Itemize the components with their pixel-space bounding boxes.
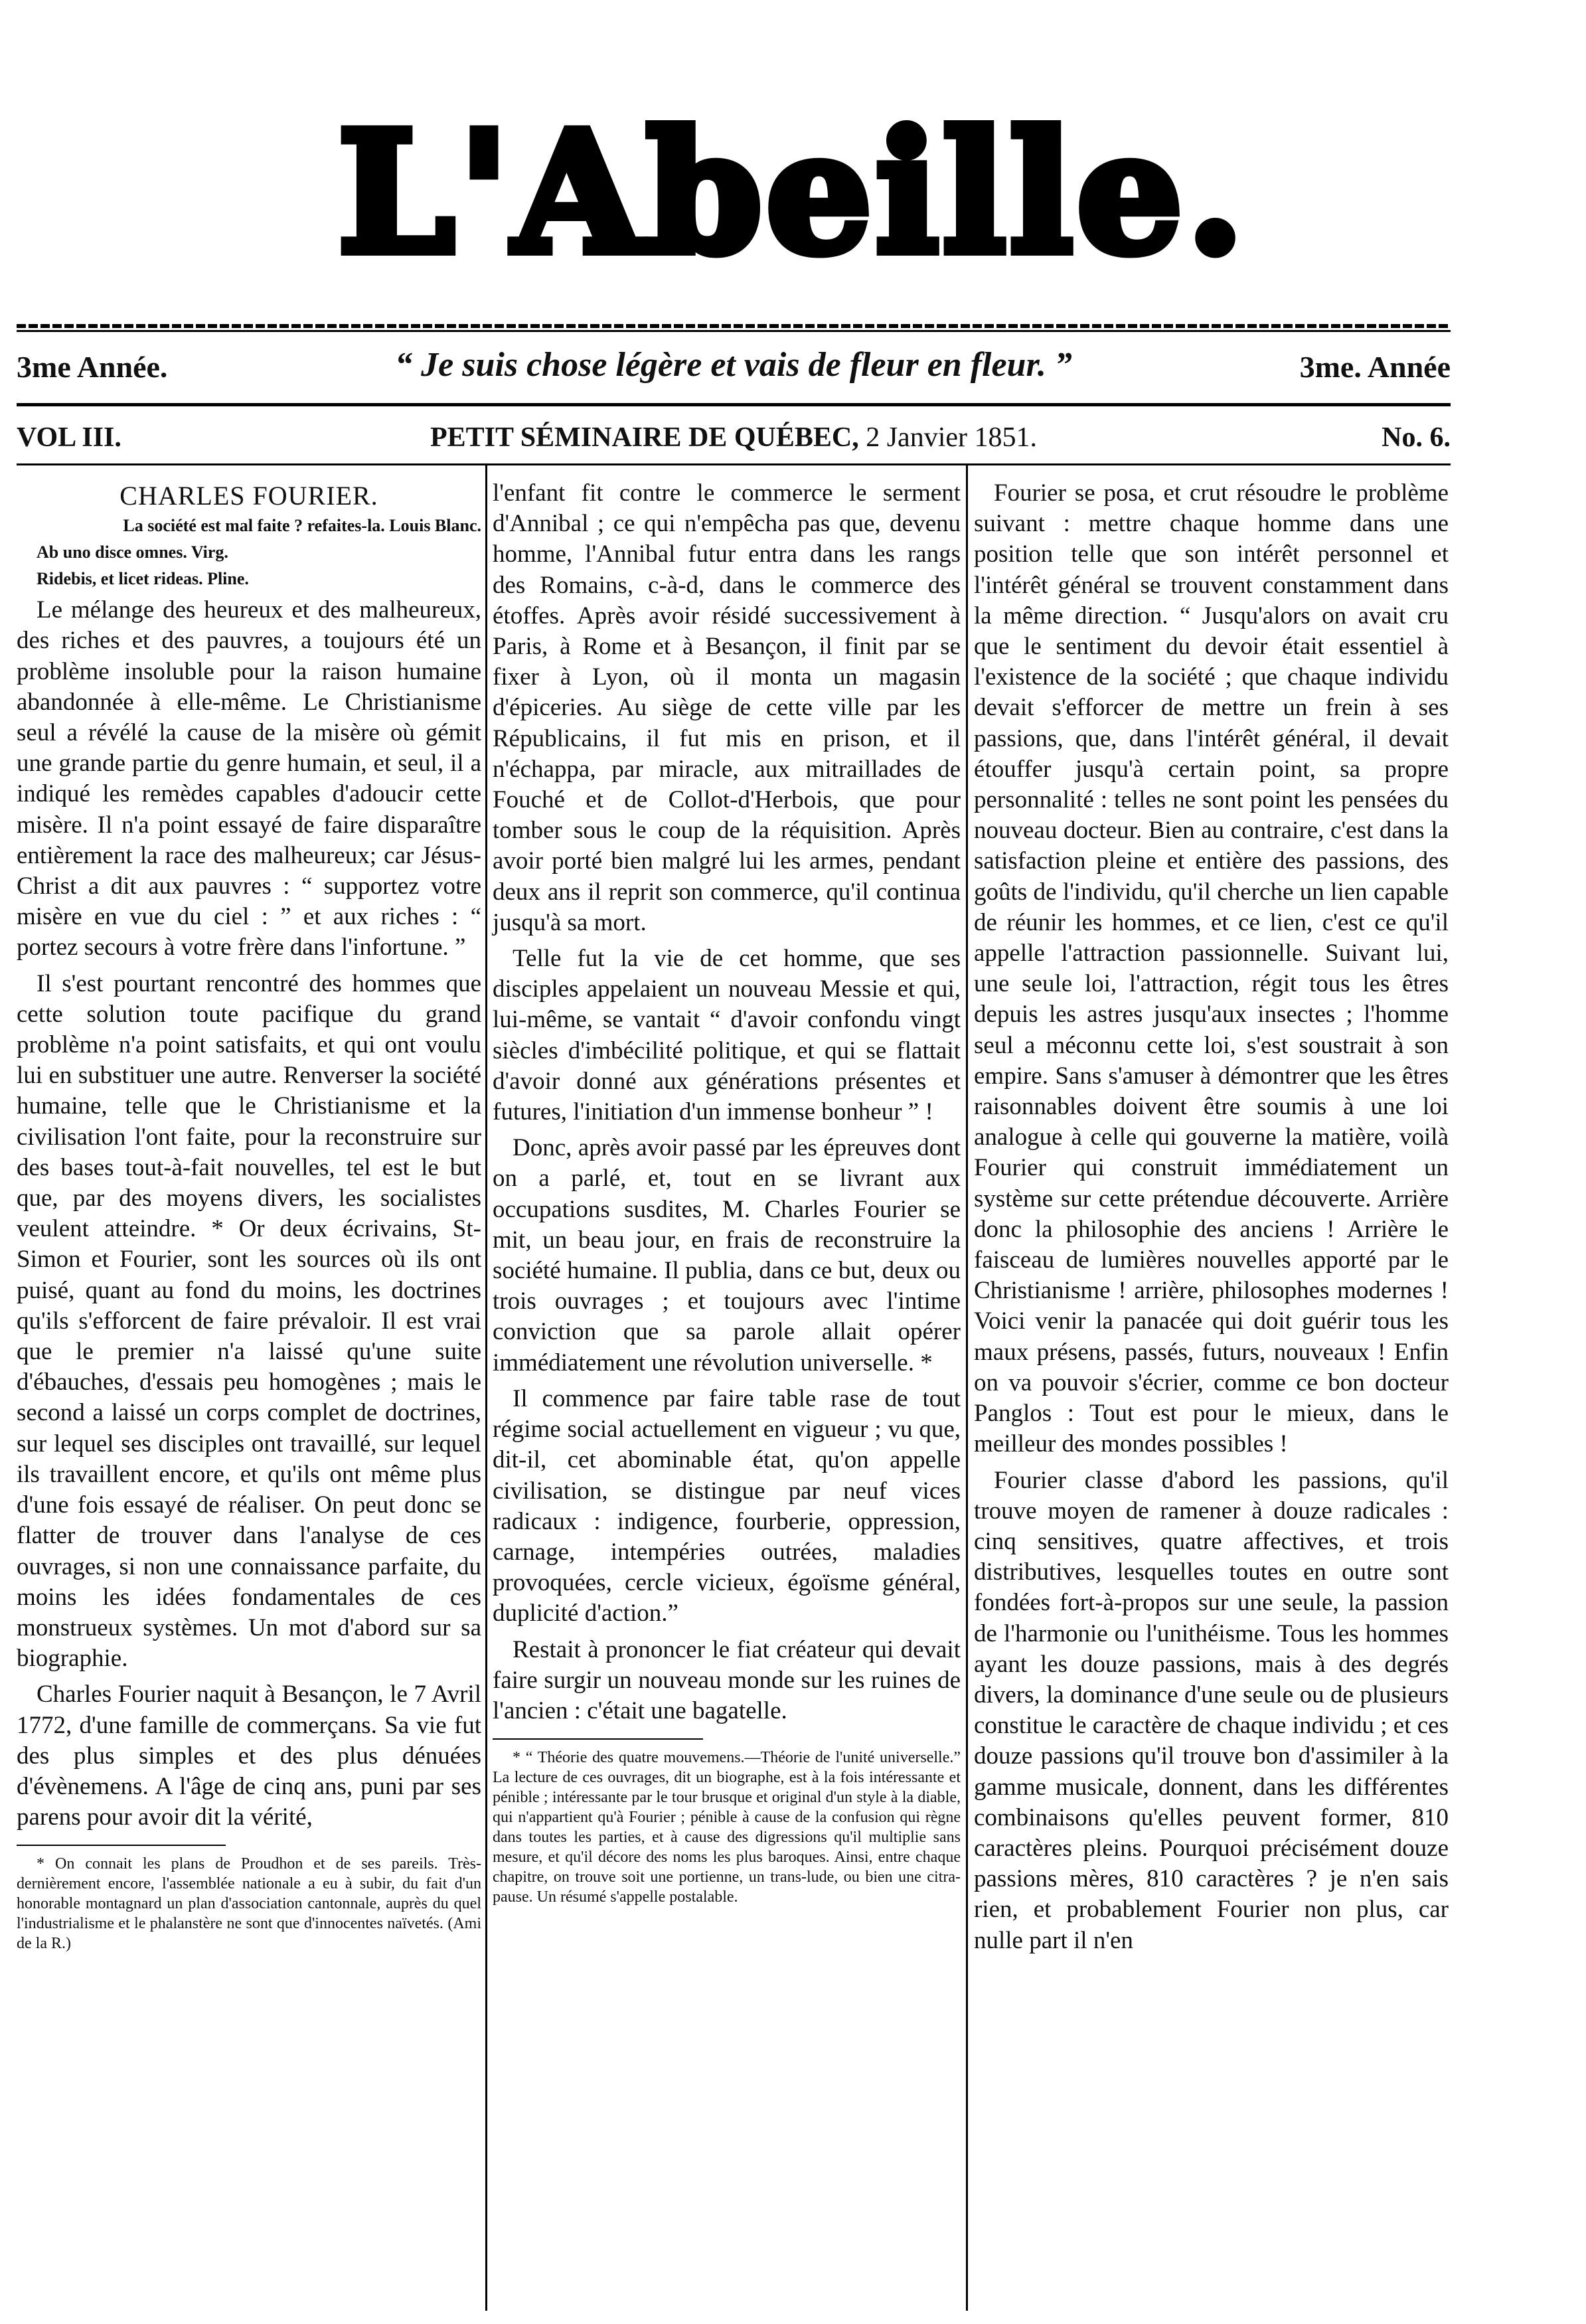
column-rule-1 <box>485 465 487 2311</box>
column-3 <box>974 478 1449 1961</box>
paragraph: l'enfant fit contre le commerce le serment d'Annibal ; ce qui n'empêcha pas que, devenu homme, l'Annibal futur entra dans les rangs des Romains, c-à-d, dans le commerce des étoffes. Après avoir résidé successivement à Paris, à Rome et à Besançon, il finit par se fixer à Lyon, où il monta un magasin d'épiceries. Au siège de cette ville par les Républicains, il fut mis en prison, et il n'échappa, par miracle, aux mitraillades de Fouché et de Collot-d'Herbois, que pour tomber sous le coup de la réquisition. Après avoir porté bien malgré lui les armes, pendant deux ans il reprit son commerce, qu'il continua jusqu'à sa mort. <box>493 479 961 936</box>
paragraph: Fourier classe d'abord les passions, qu'il trouve moyen de ramener à douze radicales : cinq sensitives, quatre affectives, et trois distributives, lesquelles toutes en outre sont fondées fort-à-propos sur une seule, la passion de l'harmonie ou l'unithéisme. Tous les hommes ayant les douze passions, mais à des degrés divers, la dominance d'une seule ou de plusieurs constitue le caractère de chaque individu ; et ces douze passions qu'il trouve bon d'assimiler à la gamme musicale, donnent, dans les différentes combinaisons qu'elles peuvent former, 810 caractères pleins. Pourquoi précisément douze passions mères, 810 caractères ? je n'en sais rien, et probablement Fourier non plus, car nulle part il n'en <box>974 1466 1449 1954</box>
epigraph: Ab uno disce omnes. Virg. <box>37 542 228 562</box>
motto: “ Je suis chose légère et vais de fleur en fleur. ” <box>395 346 1072 384</box>
volume-number: VOL III. <box>17 422 121 453</box>
footnote: * “ Théorie des quatre mouvemens.—Théorie de l'unité universelle.” La lecture de ces ouvrages, dit un biographe, est à la fois intéressante et pénible ; intéressante par le tour brusque et original d'un style à la diable, qui n'appartient qu'à Fourier ; pénible à cause de la confusion qui règne dans toutes les parties, et à cause des digressions qu'il multiplie sans mesure, et qu'il décore des noms les plus baroques. Ainsi, entre chaque chapitre, on trouve soit une portienne, un trans-lude, ou bien une citra-pause. Un résumé s'appelle postalable. <box>493 1749 961 1906</box>
paragraph: Il commence par faire table rase de tout régime social actuellement en vigueur ; vu que, dit-il, cet abominable état, qu'on appelle civilisation, se distingue par neuf vices radicaux : indigence, fourberie, oppression, carnage, intempéries outrées, maladies provoquées, cercle vicieux, égoïsme général, duplicité d'action.” <box>493 1384 961 1627</box>
masthead-rule-top <box>17 324 1451 328</box>
column-1 <box>17 478 481 1959</box>
epigraph: La société est mal faite ? refaites-la. Louis Blanc. <box>123 516 481 536</box>
dateline <box>17 415 1451 461</box>
issue-number: No. 6. <box>1382 422 1451 453</box>
article-title: CHARLES FOURIER. <box>119 481 378 511</box>
masthead <box>0 86 1586 305</box>
paragraph: Charles Fourier naquit à Besançon, le 7 Avril 1772, d'une famille de commerçans. Sa vie fut des plus simples et des plus dénuées d'évènemens. A l'âge de cinq ans, puni par ses parens pour avoir dit la vérité, <box>17 1681 481 1831</box>
motto-row <box>17 337 1451 397</box>
issue-date: 2 Janvier 1851. <box>866 422 1037 453</box>
footnote-rule <box>17 1845 226 1846</box>
year-left: 3me Année. <box>17 350 168 384</box>
newspaper-title: L'Abeille. <box>337 95 1249 290</box>
paragraph: Il s'est pourtant rencontré des hommes que cette solution toute pacifique du grand problème n'a point satisfaits, et qui ont voulu lui en substituer une autre. Renverser la société humaine, telle que le Christianisme et la civilisation l'ont faite, pour la reconstruire sur des bases tout-à-fait nouvelles, tel est le but que, par des moyens divers, les socialistes veulent atteindre. * Or deux écrivains, St-Simon et Fourier, sont les sources où ils ont puisé, quant au fond du moins, les doctrines qu'ils s'efforcent de faire prévaloir. Il est vrai que le premier n'a laissé qu'une suite d'ébauches, d'essais peu homogènes ; mais le second a laissé un corps complet de doctrines, sur lequel ses disciples ont travaillé, sur lequel ils travaillent encore, et qu'ils ont même plus d'une fois essayé de réaliser. On peut donc se flatter de trouver dans l'analyse de ces ouvrages, si non une connaissance parfaite, du moins les idées fondamentales de ces monstrueux systèmes. Un mot d'abord sur sa biographie. <box>17 969 481 1673</box>
column-2 <box>493 478 961 1912</box>
column-rule-2 <box>966 465 968 2311</box>
year-right: 3me. Année <box>1299 350 1451 384</box>
paragraph: Fourier se posa, et crut résoudre le problème suivant : mettre chaque homme dans une position telle que son intérêt personnel et l'intérêt général se trouvent constamment dans la même direction. “ Jusqu'alors on avait cru que le sentiment du devoir était essentiel à l'existence de la société ; que chaque individu devait s'efforcer de mettre un frein à ses passions, que, dans l'intérêt général, il devait étouffer jusqu'à certain point, sa propre personnalité : telles ne sont point les pensées du nouveau docteur. Bien au contraire, c'est dans la satisfaction pleine et entière des passions, des goûts de l'individu, qu'il cherche un lien capable de réunir les hommes, et ce lien, c'est ce qu'il appelle l'attraction passionnelle. Suivant lui, une seule loi, l'attraction, régit tous les êtres depuis les astres jusqu'aux insectes ; l'homme seul a méconnu cette loi, s'est soustrait à son empire. Sans s'amuser à démontrer que les êtres raisonnables doivent être soumis à une loi analogue à celle qui gouverne la matière, voilà Fourier qui construit immédiatement un système sur cette prétendue découverte. Arrière donc la philosophie des anciens ! Arrière le faisceau de lumières nouvelles apporté par le Christianisme ! arrière, philosophes modernes ! Voici venir la panacée qui doit guérir tous les maux présens, passés, futurs, nouveaux ! Enfin on va pouvoir s'écrier, comme ce bon docteur Panglos : Tout est pour le mieux, dans le meilleur des mondes possibles ! <box>974 479 1449 1458</box>
paragraph: Le mélange des heureux et des malheureux, des riches et des pauvres, a toujours été un problème insoluble pour la raison humaine abandonnée à elle-même. Le Christianisme seul a révélé la cause de la misère où gémit une grande partie du genre humain, et seul, il a indiqué les remèdes capables d'adoucir cette misère. Il n'a point essayé de faire disparaître entièrement la race des malheureux; car Jésus-Christ a dit aux pauvres : “ supportez votre misère en vue du ciel : ” et aux riches : “ portez secours à votre frère dans l'infortune. ” <box>17 596 481 961</box>
footnote: * On connait les plans de Proudhon et de ses pareils. Très-dernièrement encore, l'assemblée nationale a eu à subir, du fait d'un honorable montagnard un plan d'association cantonnale, auprès du quel l'industrialisme et le phalanstère ne sont que d'innocentes naïvetés. (Ami de la R.) <box>17 1855 481 1953</box>
paragraph: Telle fut la vie de cet homme, que ses disciples appelaient un nouveau Messie et qui, lui-même, se vantait “ d'avoir confondu vingt siècles d'imbécilité politique, et qui se flattait d'avoir donné aux générations présentes et futures, l'initiation d'un immense bonheur ” ! <box>493 945 961 1126</box>
dateline-place <box>17 422 1451 454</box>
paragraph: Restait à prononcer le fiat créateur qui devait faire surgir un nouveau monde sur les ruines de l'ancien : c'était une bagatelle. <box>493 1635 961 1724</box>
footnote-rule <box>493 1738 703 1740</box>
paragraph: Donc, après avoir passé par les épreuves dont on a parlé, et, tout en se livrant aux occupations susdites, M. Charles Fourier se mit, un beau jour, en frais de reconstruire la société humaine. Il publia, dans ce but, deux ou trois ouvrages ; et toujours avec l'intime conviction que sa parole allait opérer immédiatement une révolution universelle. * <box>493 1134 961 1376</box>
place-text: PETIT SÉMINAIRE DE QUÉBEC, <box>430 422 859 453</box>
dateline-rule <box>17 463 1451 465</box>
epigraph: Ridebis, et licet rideas. Pline. <box>37 569 249 589</box>
masthead-rule-top-2 <box>17 330 1451 332</box>
motto-rule <box>17 403 1451 406</box>
